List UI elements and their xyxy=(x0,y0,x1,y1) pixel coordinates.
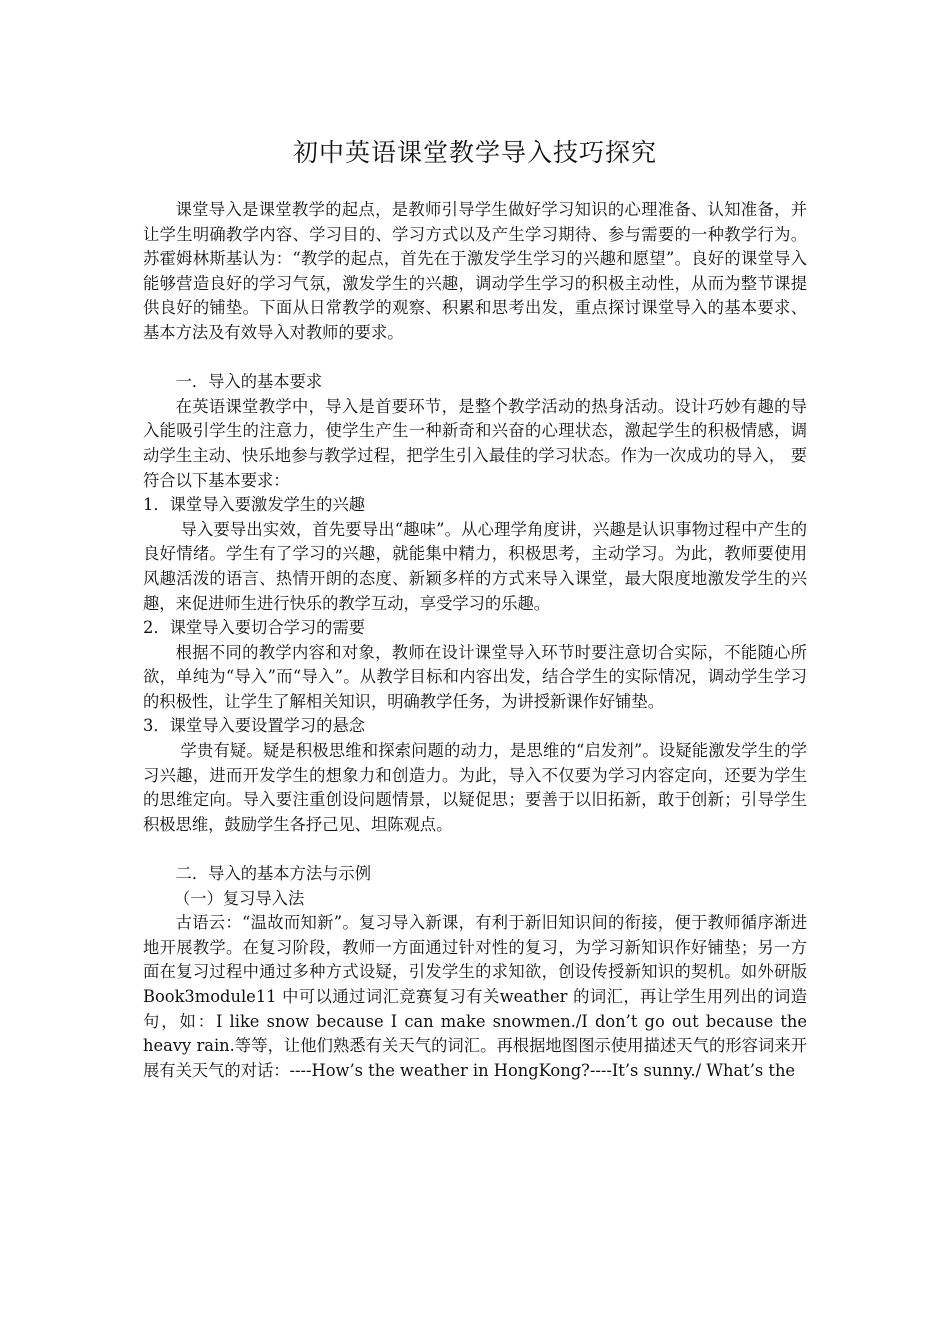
numbered-heading: 3．课堂导入要设置学习的悬念 xyxy=(143,716,366,736)
numbered-paragraph: 导入要导出实效，首先要导出“趣味”。从心理学角度讲，兴趣是认识事物过程中产生的良好情绪。学生有了学习的兴趣，就能集中精力，积极思考，主动学习。为此，教师要使用风趣活泼的语言、热情开朗的态度、新颖多样的方式来导入课堂，最大限度地激发学生的兴趣，来促进师生进行快乐的教学互动，享受学习的乐趣。 xyxy=(143,519,807,613)
section-heading: 二．导入的基本方法与示例 xyxy=(175,864,371,884)
numbered-paragraph: 学贵有疑。疑是积极思维和探索问题的动力，是思维的“启发剂”。设疑能激发学生的学习兴趣，进而开发学生的想象力和创造力。为此，导入不仅要为学习内容定向，还要为学生的思维定向。导入要注重创设问题情景，以疑促思；要善于以旧拓新，敢于创新；引导学生积极思维，鼓励学生各抒己见、坦陈观点。 xyxy=(143,741,807,834)
numbered-heading: 2．课堂导入要切合学习的需要 xyxy=(143,618,366,638)
numbered-paragraph: 根据不同的教学内容和对象，教师在设计课堂导入环节时要注意切合实际，不能随心所欲，单纯为“导入”而“导入”。从教学目标和内容出发，结合学生的实际情况，调动学生学习的积极性，让学生了解相关知识，明确教学任务，为讲授新课作好铺垫。 xyxy=(143,642,807,711)
intro-paragraph: 课堂导入是课堂教学的起点，是教师引导学生做好学习知识的心理准备、认知准备，并让学生明确教学内容、学习目的、学习方式以及产生学习期待、参与需要的一种教学行为。苏霍姆林斯基认为：“教学的起点，首先在于激发学生学习的兴趣和愿望”。良好的课堂导入能够营造良好的学习气氛，激发学生的兴趣，调动学生学习的积极主动性，从而为整节课提供良好的铺垫。下面从日常教学的观察、积累和思考出发，重点探讨课堂导入的基本要求、基本方法及有效导入对教师的要求。 xyxy=(143,200,807,342)
numbered-heading: 1．课堂导入要激发学生的兴趣 xyxy=(143,495,366,515)
document-body xyxy=(143,198,807,1083)
section-intro-paragraph: 在英语课堂教学中，导入是首要环节，是整个教学活动的热身活动。设计巧妙有趣的导入能吸引学生的注意力，使学生产生一种新奇和兴奋的心理状态，激起学生的积极情感，调动学生主动、快乐地参与教学过程，把学生引入最佳的学习状态。作为一次成功的导入， 要符合以下基本要求： xyxy=(143,396,807,490)
paragraph-gap xyxy=(143,837,807,862)
method-paragraph: 古语云：“温故而知新”。复习导入新课，有利于新旧知识间的衔接，便于教师循序渐进地开展教学。在复习阶段，教师一方面通过针对性的复习，为学习新知识作好铺垫；另一方面在复习过程中通过多种方式设疑，引发学生的求知欲，创设传授新知识的契机。如外研版Book3module11 中可以通过词汇竞赛复习有关weather 的词汇，再让学生用列出的词造句，如：I like snow because I can make snowmen./I don’t go out because the heavy rain.等等，让他们熟悉有关天气的词汇。再根据地图图示使用描述天气的形容词来开展有关天气的对话：----How’s the weather in HongKong?----It’s sunny./ What’s the xyxy=(143,913,807,1080)
document-title: 初中英语课堂教学导入技巧探究 xyxy=(292,138,657,167)
sub-heading: （一）复习导入法 xyxy=(173,888,305,908)
paragraph-gap xyxy=(143,346,807,371)
section-heading: 一．导入的基本要求 xyxy=(175,372,323,392)
